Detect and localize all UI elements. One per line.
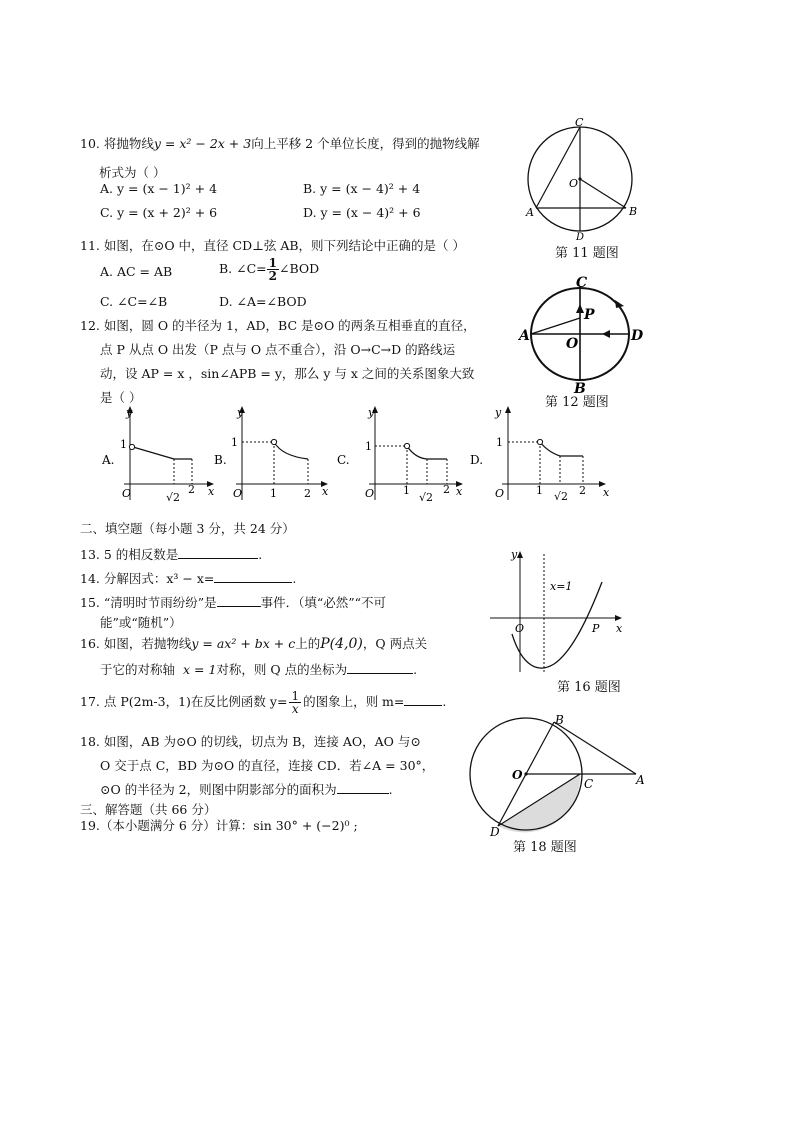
q18-line1: 18. 如图，AB 为⊙O 的切线，切点为 B，连接 AO，AO 与⊙ — [80, 734, 421, 749]
q12-graph-a-1: 1 — [120, 438, 127, 451]
fig11-label-a: A — [526, 206, 534, 219]
fig12-label-p: P — [584, 307, 595, 323]
fig11-label-b: B — [629, 205, 638, 218]
q12-graph-d-x: x — [603, 486, 610, 499]
q12-graph-a-y: y — [126, 406, 133, 419]
q12-graph-c-1x: 1 — [403, 484, 410, 497]
figure-18 — [466, 712, 646, 836]
q11-option-a: A. AC = AB — [100, 264, 173, 279]
figure-12 — [516, 274, 648, 394]
q10-line1: 10. 将抛物线y = x² − 2x + 3向上平移 2 个单位长度，得到的抛物线解 — [80, 136, 480, 151]
figure-11 — [522, 115, 644, 240]
fig16-caption: 第 16 题图 — [557, 680, 621, 695]
q12-graph-b — [212, 404, 334, 506]
q12-line3: 动，设 AP = x ，sin∠APB = y，那么 y 与 x 之间的关系图象大致 — [100, 366, 475, 381]
q12-graph-c-y: y — [368, 406, 375, 419]
fig11-label-c: C — [575, 116, 584, 129]
q13: 13. 5 的相反数是 . — [80, 547, 263, 562]
q12-graph-d-y: y — [495, 406, 502, 419]
fig16-label-p: P — [592, 622, 600, 635]
fig12-label-b: B — [574, 381, 586, 394]
q12-graph-b-label: B. — [214, 453, 227, 467]
q18-line2: O 交于点 C，BD 为⊙O 的直径，连接 CD．若∠A = 30°， — [100, 758, 435, 773]
q10-option-b: B. y = (x − 4)² + 4 — [303, 181, 421, 196]
q12-graph-b-1x: 1 — [270, 487, 277, 500]
q12-graph-a-label: A. — [102, 453, 115, 467]
fig12-label-o: O — [566, 336, 579, 352]
q17: 17. 点 P(2m-3，1)在反比例函数 y= $\frac{1}{x}$ 的图象上，则 m= . — [80, 689, 447, 716]
fig12-label-d: D — [631, 328, 644, 344]
q12-line4: 是（ ） — [100, 390, 142, 405]
fig16-label-x: x — [616, 622, 623, 635]
q12-line2: 点 P 从点 O 出发（P 点与 O 点不重合），沿 O→C→D 的路线运 — [100, 342, 456, 357]
q19: 19.（本小题满分 6 分）计算：sin 30° + (−2)⁰ ; — [80, 818, 358, 833]
q12-graph-a-2: 2 — [188, 483, 195, 496]
q12-graph-c-2: 2 — [443, 483, 450, 496]
fig18-label-o: O — [512, 768, 523, 782]
fig11-caption: 第 11 题图 — [555, 246, 619, 261]
q12-graph-b-o: O — [233, 487, 243, 500]
q10-option-d: D. y = (x − 4)² + 6 — [303, 205, 421, 220]
q15-line2: 能”或“随机”） — [100, 615, 182, 630]
q12-graph-d — [468, 404, 618, 506]
q11-option-b: B. ∠C= $\frac{1}{2}$ ∠BOD — [219, 256, 320, 283]
q16-line2: 于它的对称轴 x = 1对称，则 Q 点的坐标为 . — [100, 662, 418, 677]
q10-option-c: C. y = (x + 2)² + 6 — [100, 205, 218, 220]
q12-graph-b-1: 1 — [231, 436, 238, 449]
q12-graph-d-1x: 1 — [536, 484, 543, 497]
fig18-label-c: C — [584, 777, 594, 791]
q11-option-d: D. ∠A=∠BOD — [219, 294, 307, 309]
section-2-heading: 二、填空题（每小题 3 分，共 24 分） — [80, 521, 295, 536]
q12-graph-a-o: O — [122, 487, 132, 500]
section-3-heading: 三、解答题（共 66 分） — [80, 802, 217, 817]
q12-graph-a-x: x — [208, 485, 215, 498]
fig12-caption: 第 12 题图 — [545, 395, 609, 410]
q12-graph-d-1: 1 — [496, 436, 503, 449]
q12-graph-c-o: O — [365, 487, 375, 500]
q12-graph-a — [96, 404, 221, 506]
q14: 14. 分解因式：x³ − x= . — [80, 571, 297, 586]
fig11-label-o: O — [569, 177, 579, 190]
q12-graph-d-root2: √2 — [554, 490, 569, 503]
fig11-label-d: D — [576, 232, 585, 240]
q11-stem: 11. 如图，在⊙O 中，直径 CD⊥弦 AB，则下列结论中正确的是（ ） — [80, 238, 466, 253]
q12-graph-b-y: y — [237, 406, 244, 419]
q12-graph-c — [335, 404, 467, 506]
q15-line1: 15. “清明时节雨纷纷”是 事件．（填“必然”“不可 — [80, 595, 387, 610]
fig16-label-o: O — [515, 622, 525, 635]
q12-graph-d-label: D. — [470, 453, 484, 467]
q12-graph-a-root2: √2 — [166, 491, 181, 504]
q10-option-a: A. y = (x − 1)² + 4 — [100, 181, 218, 196]
q12-line1: 12. 如图，圆 O 的半径为 1，AD，BC 是⊙O 的两条互相垂直的直径， — [80, 318, 476, 333]
fig16-label-y: y — [511, 548, 518, 561]
fig12-label-c: C — [576, 275, 588, 291]
q12-graph-c-1: 1 — [365, 440, 372, 453]
q11-option-c: C. ∠C=∠B — [100, 294, 168, 309]
q12-graph-c-label: C. — [337, 453, 350, 467]
fig12-label-a: A — [519, 328, 530, 344]
q12-graph-c-x: x — [456, 485, 463, 498]
q10-line2: 析式为（ ） — [99, 165, 166, 180]
q16-line1: 16. 如图，若抛物线y = ax² + bx + c上的P(4,0)，Q 两点关 — [80, 636, 428, 652]
q12-graph-b-2: 2 — [304, 487, 311, 500]
q12-graph-d-o: O — [495, 487, 505, 500]
fig18-label-a: A — [636, 773, 645, 787]
fig18-caption: 第 18 题图 — [513, 840, 577, 855]
figure-16 — [488, 548, 628, 676]
fig18-label-b: B — [555, 713, 564, 727]
q12-graph-c-root2: √2 — [419, 491, 434, 504]
q12-graph-b-x: x — [322, 485, 329, 498]
q12-graph-d-2: 2 — [579, 484, 586, 497]
fig16-label-axis: x=1 — [550, 580, 573, 593]
q18-line3: ⊙O 的半径为 2，则图中阴影部分的面积为 . — [100, 782, 393, 797]
fig18-label-d: D — [490, 825, 500, 836]
